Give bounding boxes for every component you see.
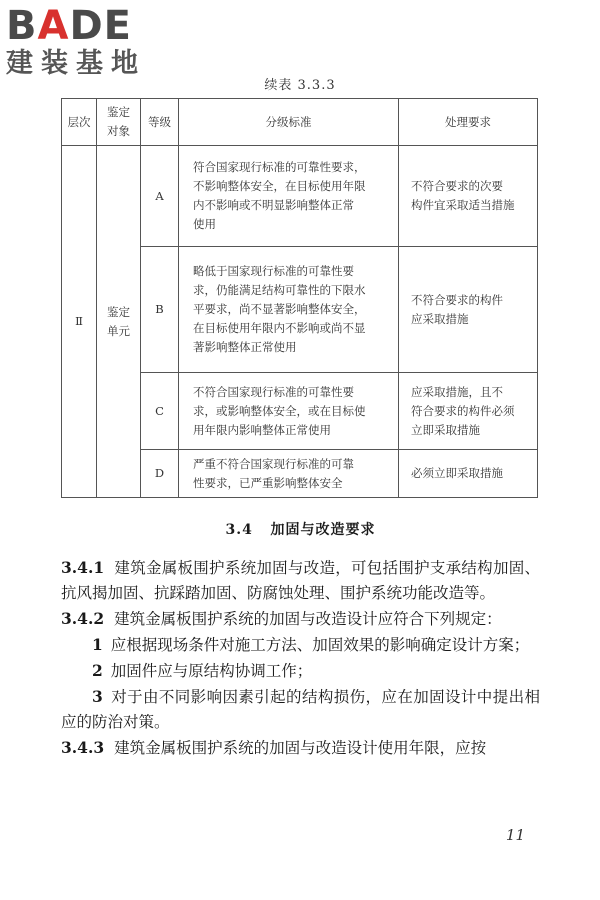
requirement-cell: 应采取措施，且不 符合要求的构件必须 立即采取措施 (399, 373, 538, 450)
table-header-row (62, 99, 538, 146)
clause-3-4-2: 3.4.2 建筑金属板围护系统的加固与改造设计应符合下列规定： (61, 609, 502, 628)
level-cell: Ⅱ (62, 146, 97, 498)
clause-3-4-3: 3.4.3 建筑金属板围护系统的加固与改造设计使用年限，应按 (61, 738, 487, 757)
grade-cell: B (141, 247, 179, 373)
header-standard: 分级标准 (179, 99, 399, 146)
list-item: 3 对于由不同影响因素引起的结构损伤，应在加固设计中提出相应的防治对策。 (61, 687, 540, 731)
standard-cell: 符合国家现行标准的可靠性要求， 不影响整体安全，在目标使用年限 内不影响或不明显影响整体正常 使用 (179, 146, 399, 247)
list-item: 2 加固件应与原结构协调工作； (92, 661, 313, 680)
standard-cell: 略低于国家现行标准的可靠性要 求，仍能满足结构可靠性的下限水 平要求，尚不显著影响整体安全， 在目标使用年限内不影响或尚不显 著影响整体正常使用 (179, 247, 399, 373)
object-cell: 鉴定 单元 (97, 146, 141, 498)
section-content (61, 518, 540, 761)
brand-logo (6, 4, 176, 80)
grade-cell: D (141, 450, 179, 498)
requirement-cell: 必须立即采取措施 (399, 450, 538, 498)
section-title: 3.4 加固与改造要求 (225, 522, 376, 538)
header-object: 鉴定 对象 (97, 99, 141, 146)
grade-cell: A (141, 146, 179, 247)
list-item: 1 应根据现场条件对施工方法、加固效果的影响确定设计方案； (92, 635, 530, 654)
table-caption: 续表 3.3.3 (264, 78, 336, 93)
logo-subtitle: 建装基地 (6, 48, 146, 79)
requirement-cell: 不符合要求的次要 构件宜采取适当措施 (399, 146, 538, 247)
header-requirement: 处理要求 (399, 99, 538, 146)
header-grade: 等级 (141, 99, 179, 146)
page-number: 11 (505, 826, 525, 844)
classification-table (61, 98, 538, 498)
clause-3-4-1: 3.4.1 建筑金属板围护系统加固与改造，可包括围护支承结构加固、抗风揭加固、抗踩踏加固、防腐蚀处理、围护系统功能改造等。 (61, 558, 540, 602)
grade-cell: C (141, 373, 179, 450)
logo-wordmark: BADE (6, 3, 132, 49)
standard-cell: 严重不符合国家现行标准的可靠 性要求，已严重影响整体安全 (179, 450, 399, 498)
header-level: 层次 (62, 99, 97, 146)
requirement-cell: 不符合要求的构件 应采取措施 (399, 247, 538, 373)
standard-cell: 不符合国家现行标准的可靠性要 求，或影响整体安全，或在目标使 用年限内影响整体正常使用 (179, 373, 399, 450)
table-row-a (62, 146, 538, 247)
